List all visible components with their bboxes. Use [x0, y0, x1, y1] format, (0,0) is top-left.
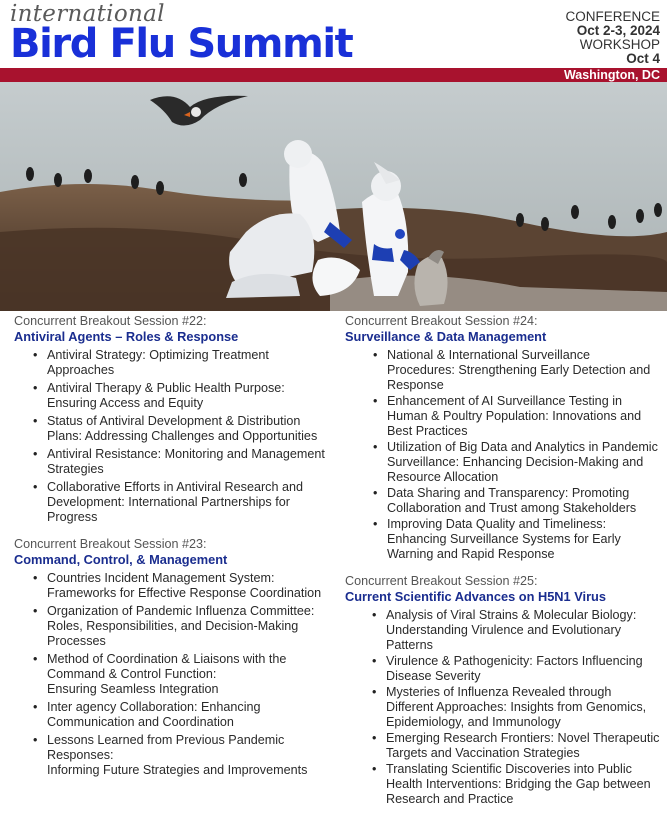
list-item: • Status of Antiviral Development & Distribution Plans: Addressing Challenges and Opportunities — [47, 414, 330, 444]
session-heading: Concurrent Breakout Session #23: — [14, 537, 207, 551]
summit-subtitle: international — [10, 1, 165, 27]
workshop-label: WORKSHOP — [579, 37, 660, 52]
location-text: Washington, DC — [563, 68, 660, 82]
topic-list — [345, 608, 661, 807]
session-title: Command, Control, & Management — [14, 552, 228, 567]
list-item: • Organization of Pandemic Influenza Committee: Roles, Responsibilities, and Decision-Making Processes — [47, 604, 330, 649]
list-item: • Utilization of Big Data and Analytics in Pandemic Surveillance: Enhancing Decision-Making and Resource Allocation — [387, 440, 661, 485]
hero-photo — [0, 82, 667, 311]
location-bar — [0, 68, 667, 82]
session-title: Antiviral Agents – Roles & Response — [14, 329, 239, 344]
session-title: Current Scientific Advances on H5N1 Virus — [345, 589, 606, 604]
list-item: • Data Sharing and Transparency: Promoting Collaboration and Trust among Stakeholders — [387, 486, 661, 516]
list-item: • Emerging Research Frontiers: Novel Therapeutic Targets and Vaccination Strategies — [386, 731, 661, 761]
session-heading: Concurrent Breakout Session #24: — [345, 314, 538, 328]
summit-title: Bird Flu Summit — [10, 21, 353, 67]
topic-list — [14, 571, 330, 778]
list-item: • Collaborative Efforts in Antiviral Research and Development: International Partnerships for Progress — [47, 480, 330, 525]
list-item: • Countries Incident Management System: Frameworks for Effective Response Coordination — [47, 571, 330, 601]
page-header — [0, 0, 667, 82]
list-item: • Improving Data Quality and Timeliness: Enhancing Surveillance Systems for Early Warning and Rapid Response — [387, 517, 661, 562]
session-24 — [345, 314, 661, 563]
list-item: • Antiviral Therapy & Public Health Purpose: Ensuring Access and Equity — [47, 381, 330, 411]
session-heading: Concurrent Breakout Session #25: — [345, 574, 538, 588]
conference-label: CONFERENCE — [565, 9, 660, 24]
list-item: • National & International Surveillance Procedures: Strengthening Early Detection and Response — [387, 348, 661, 393]
session-25 — [345, 574, 661, 808]
list-item: • Method of Coordination & Liaisons with the Command & Control Function: Ensuring Seamless Integration — [47, 652, 330, 697]
session-22 — [14, 314, 330, 528]
session-23 — [14, 537, 330, 781]
list-item: • Lessons Learned from Previous Pandemic Responses: Informing Future Strategies and Improvements — [47, 733, 330, 778]
list-item: • Inter agency Collaboration: Enhancing Communication and Coordination — [47, 700, 330, 730]
list-item: • Antiviral Resistance: Monitoring and Management Strategies — [47, 447, 330, 477]
event-dates — [565, 10, 660, 66]
workshop-date: Oct 4 — [626, 51, 660, 66]
list-item: • Analysis of Viral Strains & Molecular Biology: Understanding Virulence and Evolutionary Patterns — [386, 608, 661, 653]
conference-dates: Oct 2-3, 2024 — [576, 23, 660, 38]
list-item: • Virulence & Pathogenicity: Factors Influencing Disease Severity — [386, 654, 661, 684]
hero-illustration — [0, 82, 667, 311]
session-heading: Concurrent Breakout Session #22: — [14, 314, 207, 328]
topic-list — [14, 348, 330, 525]
list-item: • Antiviral Strategy: Optimizing Treatment Approaches — [47, 348, 330, 378]
list-item: • Translating Scientific Discoveries into Public Health Interventions: Bridging the Gap between Research and Practice — [386, 762, 661, 807]
session-title: Surveillance & Data Management — [345, 329, 547, 344]
list-item: • Mysteries of Influenza Revealed through Different Approaches: Insights from Genomics, Epidemiology, and Immunology — [386, 685, 661, 730]
topic-list — [345, 348, 661, 562]
list-item: • Enhancement of AI Surveillance Testing in Human & Poultry Population: Innovations and Best Practices — [387, 394, 661, 439]
